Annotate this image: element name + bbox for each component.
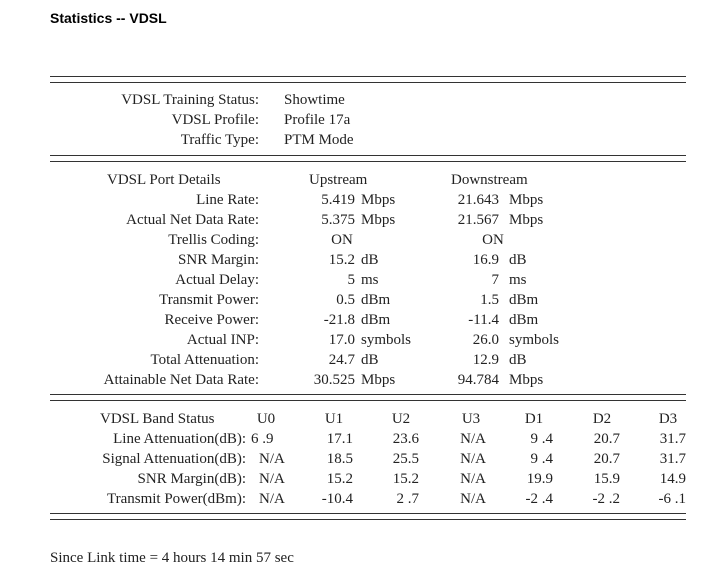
band-cell: 2 .7 [396, 491, 419, 507]
port-row-down-unit: dBm [509, 312, 539, 328]
band-cell: 20.7 [593, 431, 620, 447]
status-label-profile: VDSL Profile: [171, 112, 259, 128]
port-row-up-unit: dB [361, 252, 379, 268]
port-row-down-unit: ms [509, 272, 527, 288]
port-row-label: Transmit Power: [159, 292, 259, 308]
port-row-up-value: -21.8 [323, 312, 355, 328]
port-row-down-unit: symbols [509, 332, 560, 348]
band-cell: 25.5 [392, 451, 419, 467]
band-cell: N/A [460, 451, 486, 467]
page-title: Statistics -- VDSL [50, 10, 167, 26]
port-row-down-unit: Mbps [509, 192, 544, 208]
port-row-up-value: 0.5 [336, 292, 355, 308]
band-cell: N/A [460, 491, 486, 507]
port-row-up-unit: Mbps [361, 192, 396, 208]
divider-bottom [50, 513, 686, 520]
port-row-up-unit: dB [361, 352, 379, 368]
band-cell: -2 .4 [525, 491, 553, 507]
band-cell: N/A [460, 431, 486, 447]
port-row-up-value: ON [331, 232, 353, 248]
port-row-up-value: 30.525 [313, 372, 355, 388]
port-header-label: VDSL Port Details [107, 172, 221, 188]
band-row-label: Line Attenuation(dB): [113, 431, 246, 447]
band-col-header: D3 [658, 411, 678, 427]
port-row-up-unit: dBm [361, 312, 391, 328]
port-row-down-unit: Mbps [509, 212, 544, 228]
band-cell: 20.7 [593, 451, 620, 467]
port-row-label: SNR Margin: [178, 252, 259, 268]
port-row-down-value: 21.567 [457, 212, 499, 228]
port-row-down-value: 16.9 [472, 252, 499, 268]
band-header-label: VDSL Band Status [100, 411, 215, 427]
port-row-up-unit: symbols [361, 332, 412, 348]
band-cell: 15.2 [392, 471, 419, 487]
band-col-header: D1 [524, 411, 544, 427]
band-cell: 17.1 [326, 431, 353, 447]
port-row-down-value: 26.0 [472, 332, 499, 348]
port-row-down-value: 1.5 [480, 292, 499, 308]
port-row-down-value: 21.643 [457, 192, 499, 208]
port-row-down-unit: dBm [509, 292, 539, 308]
band-cell: -6 .1 [658, 491, 686, 507]
port-row-label: Attainable Net Data Rate: [103, 372, 259, 388]
since-link-time: Since Link time = 4 hours 14 min 57 sec [50, 550, 294, 566]
band-cell: 31.7 [659, 431, 686, 447]
band-cell: N/A [460, 471, 486, 487]
divider-status-port [50, 155, 686, 162]
port-row-up-unit: Mbps [361, 372, 396, 388]
band-cell: N/A [259, 491, 285, 507]
port-row-up-value: 15.2 [328, 252, 355, 268]
port-row-down-value: 7 [491, 272, 499, 288]
port-row-up-unit: ms [361, 272, 379, 288]
port-row-label: Line Rate: [196, 192, 259, 208]
band-col-header: U3 [461, 411, 481, 427]
port-row-up-value: 5 [347, 272, 355, 288]
port-row-up-value: 24.7 [328, 352, 355, 368]
port-row-down-value: ON [482, 232, 504, 248]
port-row-up-value: 5.419 [321, 192, 355, 208]
band-cell: 23.6 [392, 431, 419, 447]
port-row-up-value: 5.375 [321, 212, 355, 228]
port-row-down-unit: Mbps [509, 372, 544, 388]
band-col-header: D2 [592, 411, 612, 427]
band-cell: 18.5 [326, 451, 353, 467]
status-value-traffic: PTM Mode [284, 132, 354, 148]
band-cell: N/A [259, 451, 285, 467]
band-row-label: SNR Margin(dB): [137, 471, 246, 487]
divider-top [50, 76, 686, 83]
port-row-label: Actual Net Data Rate: [126, 212, 259, 228]
band-cell: -10.4 [321, 491, 353, 507]
port-row-down-value: -11.4 [468, 312, 499, 328]
port-header-upstream: Upstream [309, 172, 368, 188]
port-row-down-unit: dB [509, 252, 527, 268]
port-row-down-unit: dB [509, 352, 527, 368]
port-row-label: Receive Power: [164, 312, 259, 328]
port-row-down-value: 94.784 [457, 372, 499, 388]
band-col-header: U1 [324, 411, 344, 427]
port-row-label: Total Attenuation: [150, 352, 259, 368]
band-cell: 15.9 [593, 471, 620, 487]
band-row-label: Signal Attenuation(dB): [102, 451, 246, 467]
band-col-header: U2 [391, 411, 411, 427]
status-label-traffic: Traffic Type: [180, 132, 259, 148]
band-cell: N/A [259, 471, 285, 487]
band-row-label: Transmit Power(dBm): [106, 491, 246, 507]
band-cell: 14.9 [659, 471, 686, 487]
port-row-up-unit: Mbps [361, 212, 396, 228]
port-row-up-unit: dBm [361, 292, 391, 308]
port-row-up-value: 17.0 [328, 332, 355, 348]
band-cell: 19.9 [526, 471, 553, 487]
band-cell: 15.2 [326, 471, 353, 487]
divider-port-band [50, 394, 686, 401]
band-col-header: U0 [256, 411, 276, 427]
port-row-label: Actual INP: [186, 332, 259, 348]
band-cell: 9 .4 [530, 431, 553, 447]
status-value-training: Showtime [284, 92, 345, 108]
band-cell: -2 .2 [592, 491, 620, 507]
band-cell: 31.7 [659, 451, 686, 467]
port-row-label: Actual Delay: [175, 272, 259, 288]
band-cell: 9 .4 [530, 451, 553, 467]
status-label-training: VDSL Training Status: [121, 92, 259, 108]
band-cell: 6 .9 [251, 431, 274, 447]
port-row-label: Trellis Coding: [168, 232, 259, 248]
status-value-profile: Profile 17a [284, 112, 351, 128]
port-row-down-value: 12.9 [472, 352, 499, 368]
port-header-downstream: Downstream [451, 172, 528, 188]
